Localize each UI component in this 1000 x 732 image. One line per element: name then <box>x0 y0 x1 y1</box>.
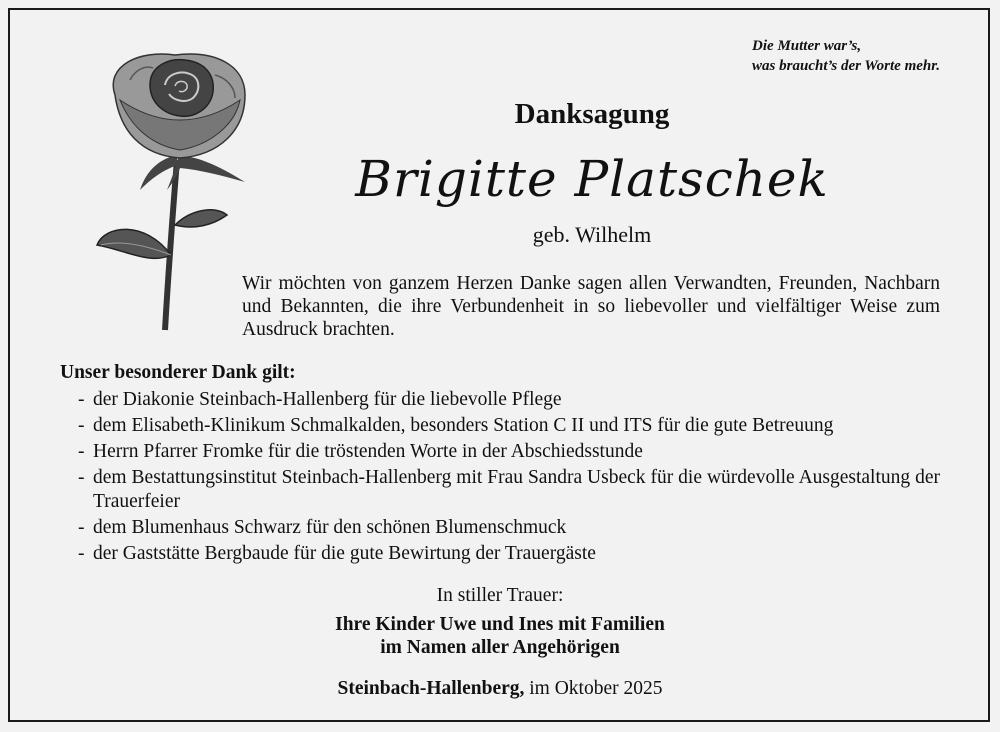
signature-intro: In stiller Trauer: <box>436 585 564 606</box>
intro-text: Wir möchten von ganzem Herzen Danke sagen allen Verwandten, Freunden, Nachbarn und Bekannten, die ihre Verbundenheit in so liebevoller und vielfältiger Weise zum Ausdruck brachten. <box>242 273 940 340</box>
place-date <box>0 678 1000 700</box>
list-item: - dem Blumenhaus Schwarz für den schönen Blumenschmuck <box>78 516 940 540</box>
birth-name: geb. Wilhelm <box>532 222 652 247</box>
motto-line-1: Die Mutter war’s, <box>752 38 862 54</box>
list-item: - dem Bestattungsinstitut Steinbach-Hallenberg mit Frau Sandra Usbeck für die würdevolle Ausgestaltung der Trauerfeier <box>78 466 940 513</box>
rose-icon <box>95 50 260 335</box>
list-item: - der Gaststätte Bergbaude für die gute Bewirtung der Trauergäste <box>78 542 940 566</box>
list-item: - dem Elisabeth-Klinikum Schmalkalden, besonders Station C II und ITS für die gute Betreuung <box>78 414 940 438</box>
place: Steinbach-Hallenberg, <box>337 678 525 699</box>
signature-line-1: Ihre Kinder Uwe und Ines mit Familien <box>335 614 665 635</box>
signature-family <box>0 613 1000 659</box>
deceased-name: Brigitte Platschek <box>355 150 829 208</box>
signature-line-2: im Namen aller Angehörigen <box>380 637 620 658</box>
motto-line-2: was braucht’s der Worte mehr. <box>752 58 940 74</box>
heading: Danksagung <box>514 98 670 130</box>
date: im Oktober 2025 <box>529 678 663 699</box>
list-item: - der Diakonie Steinbach-Hallenberg für die liebevolle Pflege <box>78 388 940 412</box>
thanks-list <box>78 388 940 568</box>
motto <box>752 36 940 76</box>
thanks-heading: Unser besonderer Dank gilt: <box>60 362 296 383</box>
list-item: - Herrn Pfarrer Fromke für die tröstenden Worte in der Abschiedsstunde <box>78 440 940 464</box>
